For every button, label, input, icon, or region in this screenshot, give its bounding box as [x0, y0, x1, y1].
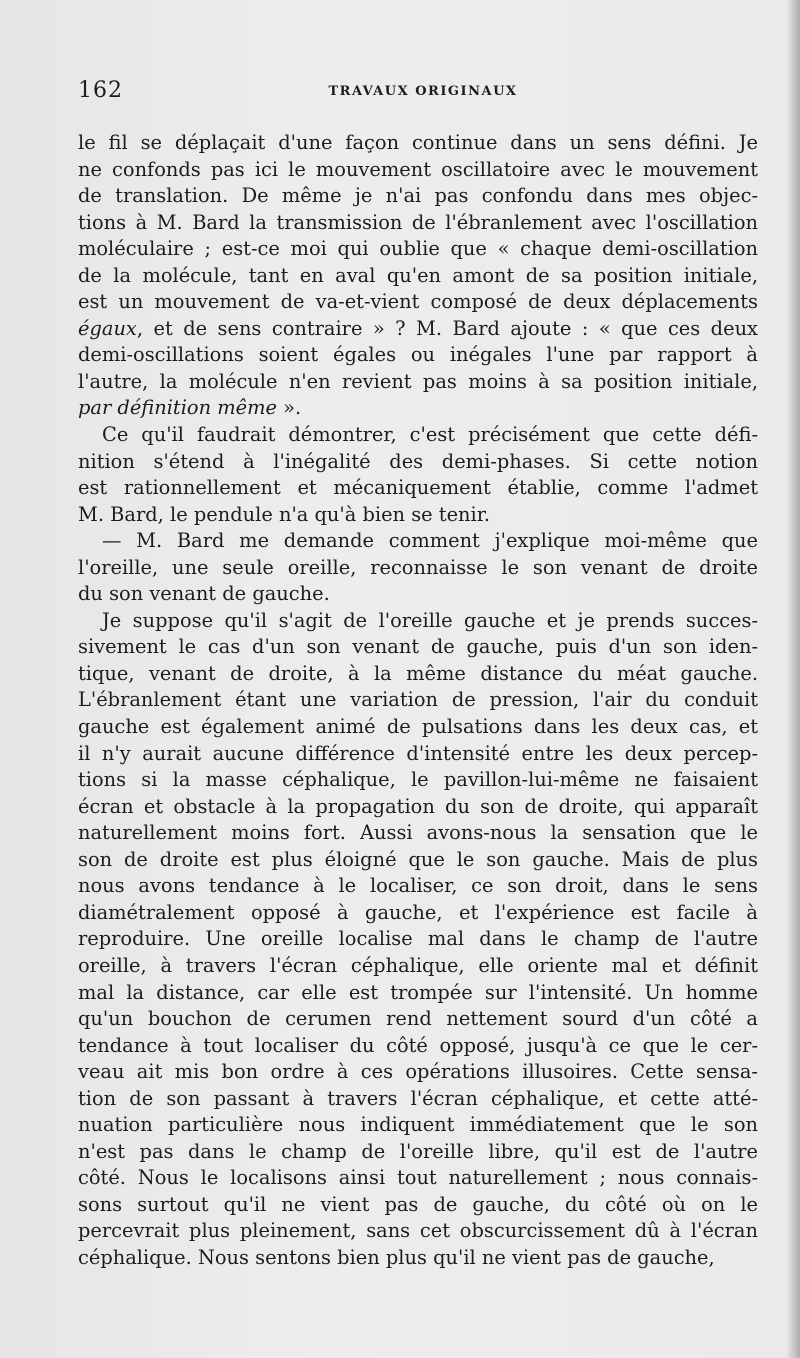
text-line	[78, 1112, 758, 1139]
line-text: qu'un bouchon de cerumen rend nettement sourd d'un côté a	[78, 1007, 758, 1031]
line-text: l'autre, la molécule n'en revient pas moins à sa position initiale,	[78, 369, 758, 393]
line-text: — M. Bard me demande comment j'explique moi-même que	[102, 529, 758, 553]
text-line	[78, 449, 758, 476]
text-line	[78, 210, 758, 237]
line-text: nuation particulière nous indiquent immédiatement que le son	[78, 1113, 758, 1137]
text-line	[78, 395, 758, 422]
line-text: reproduire. Une oreille localise mal dans le champ de l'autre	[78, 927, 758, 951]
line-text: écran et obstacle à la propagation du son de droite, qui apparaît	[78, 794, 758, 818]
line-text: tique, venant de droite, à la même distance du méat gauche.	[78, 661, 758, 685]
page-number: 162	[78, 78, 123, 103]
line-text: L'ébranlement étant une variation de pression, l'air du conduit	[78, 688, 758, 712]
text-line	[78, 1165, 758, 1192]
line-text: gauche est également animé de pulsations dans les deux cas, et	[78, 715, 758, 739]
line-text: est un mouvement de va-et-vient composé de deux déplacements	[78, 290, 758, 314]
italic-text: par définition même	[78, 396, 277, 420]
line-text: Je suppose qu'il s'agit de l'oreille gauche et je prends succes-	[102, 608, 758, 632]
line-text: veau ait mis bon ordre à ces opérations illusoires. Cette sensa-	[78, 1060, 758, 1084]
line-text: nition s'étend à l'inégalité des demi-phases. Si cette notion	[78, 449, 758, 473]
line-text: M. Bard, le pendule n'a qu'à bien se tenir.	[78, 502, 491, 526]
text-line	[78, 236, 758, 263]
line-text: céphalique. Nous sentons bien plus qu'il ne vient pas de gauche,	[78, 1245, 715, 1269]
line-text: tendance à tout localiser du côté opposé, jusqu'à ce que le cer-	[78, 1033, 758, 1057]
text-line	[78, 926, 758, 953]
text-line	[78, 873, 758, 900]
line-text: ne confonds pas ici le mouvement oscillatoire avec le mouvement	[78, 157, 758, 181]
text-line	[78, 847, 758, 874]
line-text: diamétralement opposé à gauche, et l'expérience est facile à	[78, 900, 758, 924]
text-line	[78, 369, 758, 396]
text-line	[78, 1139, 758, 1166]
line-text: demi-oscillations soient égales ou inégales l'une par rapport à	[78, 343, 758, 367]
line-text: n'est pas dans le champ de l'oreille libre, qu'il est de l'autre	[78, 1139, 758, 1163]
text-line	[78, 900, 758, 927]
text-line	[78, 794, 758, 821]
line-text: naturellement moins fort. Aussi avons-nous la sensation que le	[78, 821, 758, 845]
line-text: le fil se déplaçait d'une façon continue dans un sens défini. Je	[78, 131, 758, 154]
text-line	[78, 608, 758, 635]
text-line	[78, 980, 758, 1007]
text-line	[78, 422, 758, 449]
text-line	[78, 767, 758, 794]
text-line	[78, 1245, 758, 1272]
line-text: oreille, à travers l'écran céphalique, elle oriente mal et définit	[78, 953, 758, 977]
line-text: ».	[276, 396, 302, 420]
text-line	[78, 581, 758, 608]
text-line	[78, 820, 758, 847]
line-text: l'oreille, une seule oreille, reconnaisse le son venant de droite	[78, 555, 758, 579]
text-line	[78, 555, 758, 582]
line-text: moléculaire ; est-ce moi qui oublie que « chaque demi-oscillation	[78, 237, 758, 261]
text-line	[78, 183, 758, 210]
running-head: TRAVAUX ORIGINAUX	[328, 84, 518, 99]
line-text: sivement le cas d'un son venant de gauche, puis d'un son iden-	[78, 635, 758, 659]
line-text: nous avons tendance à le localiser, ce son droit, dans le sens	[78, 874, 758, 898]
text-line	[78, 1033, 758, 1060]
text-line	[78, 1192, 758, 1219]
line-text: du son venant de gauche.	[78, 582, 330, 606]
text-line	[78, 263, 758, 290]
line-text: tions à M. Bard la transmission de l'ébranlement avec l'oscillation	[78, 210, 758, 234]
text-line	[78, 130, 758, 157]
text-line	[78, 634, 758, 661]
text-line	[78, 475, 758, 502]
line-text: il n'y aurait aucune différence d'intensité entre les deux percep-	[78, 741, 758, 765]
line-text: de translation. De même je n'ai pas confondu dans mes objec-	[78, 184, 758, 208]
line-text: tion de son passant à travers l'écran céphalique, et cette atté-	[78, 1086, 758, 1110]
line-text: Ce qu'il faudrait démontrer, c'est précisément que cette défi-	[102, 423, 758, 447]
body-text	[78, 130, 758, 1272]
text-line	[78, 157, 758, 184]
text-line	[78, 1218, 758, 1245]
text-line	[78, 714, 758, 741]
line-text: sons surtout qu'il ne vient pas de gauche, du côté où on le	[78, 1192, 758, 1216]
text-line	[78, 687, 758, 714]
text-line	[78, 289, 758, 316]
line-text: son de droite est plus éloigné que le son gauche. Mais de plus	[78, 847, 758, 871]
line-text: côté. Nous le localisons ainsi tout naturellement ; nous connais-	[78, 1166, 758, 1190]
line-text: , et de sens contraire » ? M. Bard ajoute : « que ces deux	[136, 316, 758, 340]
line-text: est rationnellement et mécaniquement établie, comme l'admet	[78, 476, 758, 500]
italic-text: égaux	[78, 316, 137, 340]
text-line	[78, 502, 758, 529]
page-edge-shadow	[786, 0, 800, 1358]
line-text: mal la distance, car elle est trompée sur l'intensité. Un homme	[78, 980, 758, 1004]
text-line	[78, 741, 758, 768]
page-header	[78, 78, 758, 110]
text-line	[78, 528, 758, 555]
text-line	[78, 316, 758, 343]
line-text: percevrait plus pleinement, sans cet obscurcissement dû à l'écran	[78, 1219, 758, 1243]
text-line	[78, 1059, 758, 1086]
text-line	[78, 342, 758, 369]
text-line	[78, 953, 758, 980]
text-line	[78, 1086, 758, 1113]
text-line	[78, 661, 758, 688]
line-text: de la molécule, tant en aval qu'en amont de sa position initiale,	[78, 263, 758, 287]
text-line	[78, 1006, 758, 1033]
line-text: tions si la masse céphalique, le pavillon-lui-même ne faisaient	[78, 768, 758, 792]
